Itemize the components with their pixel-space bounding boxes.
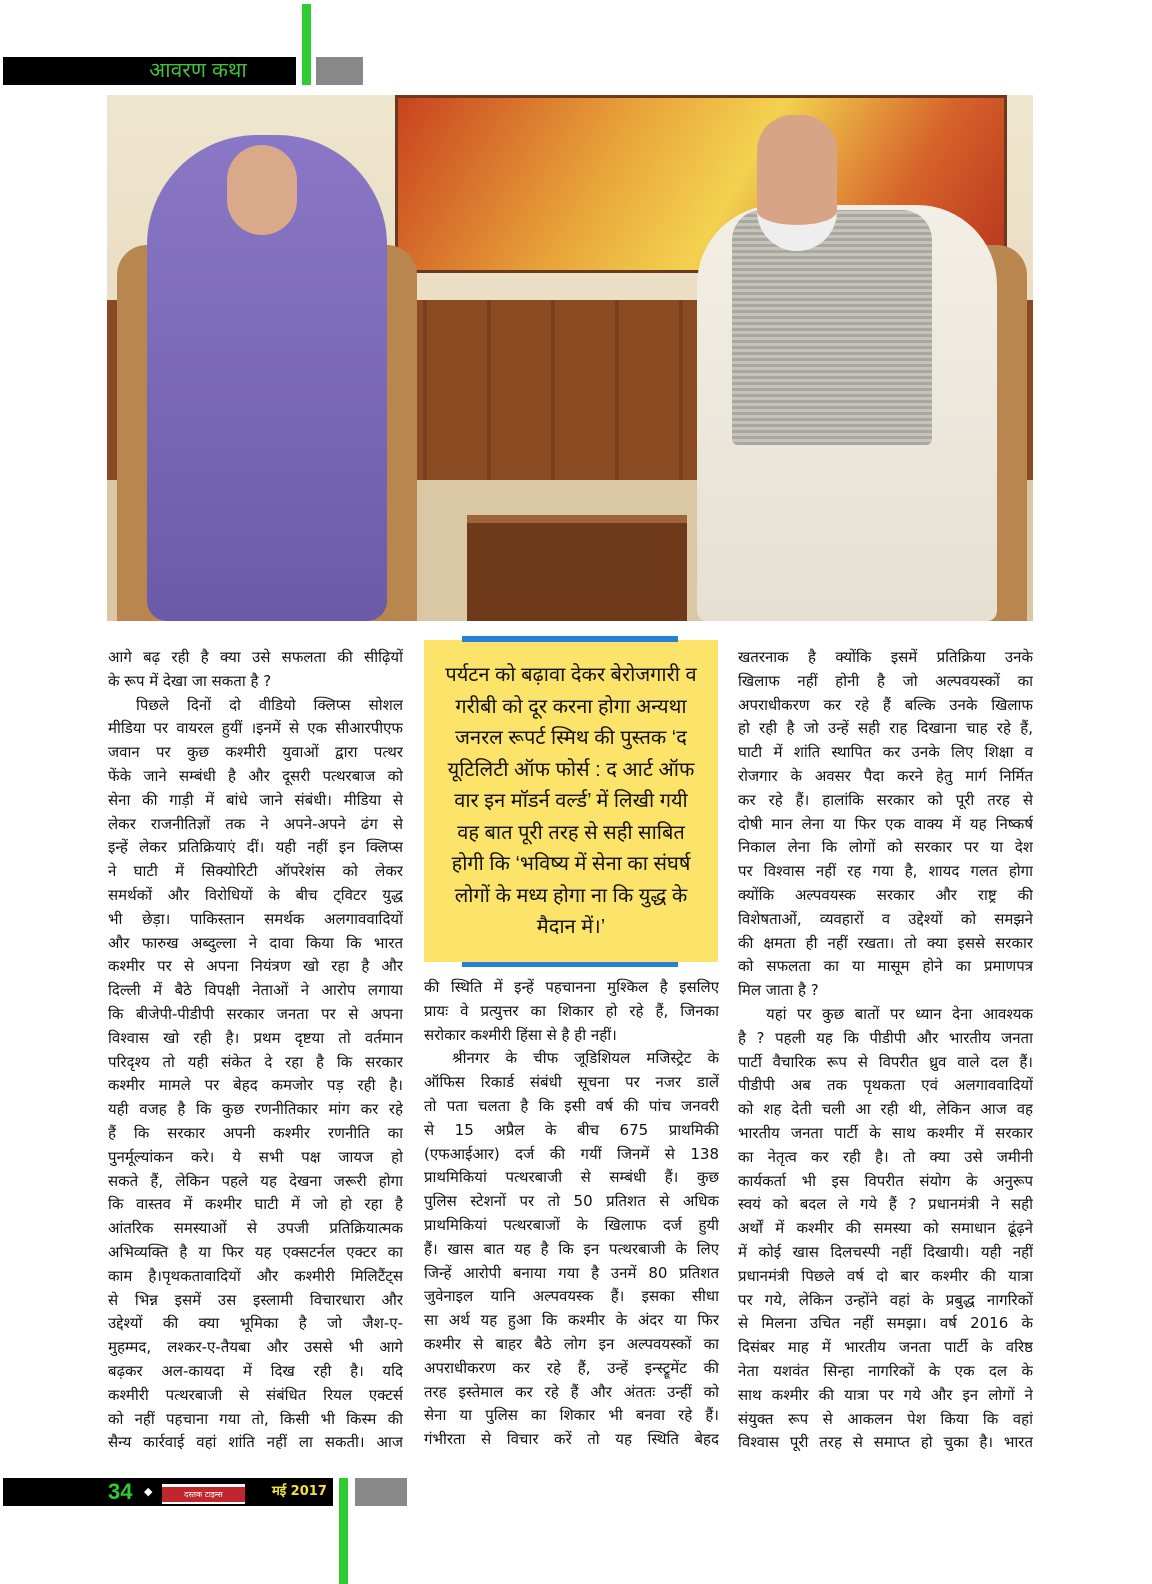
- article-column-2: [424, 976, 719, 1452]
- text-line: की क्षमता ही नहीं रखता। तो क्या इससे सरकार: [738, 933, 1033, 952]
- text-line: बढ़कर अल-कायदा में दिख रही है। यदि: [108, 1361, 403, 1380]
- text-line: दोषी मान लेना या फिर एक वाक्य में यह निष्कर्ष: [738, 814, 1033, 833]
- text-line: लेकर राजनीतिज्ञों तक ने अपने-अपने ढंग से: [108, 814, 403, 833]
- text-line: सकते हैं, लेकिन पहले यह देखना जरूरी होगा: [108, 1171, 403, 1190]
- pull-quote-line: वह बात पूरी तरह से सही साबित: [457, 821, 685, 844]
- text-line: यहां पर कुछ बातों पर ध्यान देना आवश्यक: [766, 1004, 1033, 1023]
- text-line: कार्यकर्ता भी इस विपरीत संयोग के अनुरूप: [738, 1171, 1033, 1190]
- left-person-face: [227, 145, 297, 235]
- text-line: की स्थिति में इन्हें पहचानना मुश्किल है इसलिए: [424, 978, 719, 996]
- text-line: आगे बढ़ रही है क्या उसे सफलता की सीढ़ियों: [108, 648, 403, 666]
- text-line: प्राथमिकियां पत्थरबाजी से सम्बंधी हैं। कुछ: [424, 1168, 719, 1187]
- pull-quote-top-rule: [462, 636, 678, 642]
- footer-gray-block: [355, 1478, 407, 1506]
- page-number: 34: [108, 1479, 133, 1504]
- text-line: खतरनाक है क्योंकि इसमें प्रतिक्रिया उनके: [738, 648, 1033, 666]
- text-line: को शह देती चली आ रही थी, लेकिन आज वह: [738, 1100, 1033, 1119]
- text-line: पुनर्मूल्यांकन करे। ये सभी पक्ष जायज हो: [108, 1147, 403, 1166]
- text-line: दिसंबर माह में भारतीय जनता पार्टी के वरिष्ठ: [738, 1338, 1033, 1357]
- pull-quote-line: गरीबी को दूर करना होगा अन्यथा: [455, 695, 687, 718]
- text-line: घाटी में शांति स्थापित कर उनके लिए शिक्षा व: [738, 743, 1033, 762]
- text-line: कश्मीरी पत्थरबाजी से संबंधित रियल एक्टर्स: [108, 1385, 403, 1404]
- text-line: क्योंकि अल्पवयस्क सरकार और राष्ट्र की: [738, 885, 1033, 904]
- text-line: काम है।पृथकतावादियों और कश्मीरी मिलिटैंट्स: [108, 1266, 403, 1285]
- text-line: प्राथमिकियां पत्थरबाजों के खिलाफ दर्ज हुयी: [424, 1215, 719, 1234]
- text-line: विश्वास खो रही है। प्रथम दृष्टया तो वर्तमान: [108, 1028, 403, 1047]
- text-line: नेता यशवंत सिन्हा नागरिकों के एक दल के: [738, 1361, 1033, 1380]
- text-line: दिल्ली में बैठे विपक्षी नेताओं ने आरोप लगाया: [108, 981, 403, 1000]
- text-line: सेना या पुलिस का शिकार भी बनवा रहे हैं।: [424, 1406, 719, 1425]
- pull-quote-text: [430, 660, 712, 944]
- issue-date: मई 2017: [272, 1484, 327, 1499]
- text-line: यही वजह है कि कुछ रणनीतिकार मांग कर रहे: [108, 1100, 403, 1119]
- right-person-vest: [732, 210, 932, 445]
- text-line: पार्टी वैचारिक रूप से विपरीत ध्रुव वाले दल हैं।: [738, 1052, 1033, 1071]
- text-line: स्वयं को बदल ले गये हैं ? प्रधानमंत्री ने सही: [738, 1195, 1033, 1214]
- article-photo: [107, 95, 1033, 621]
- text-line: प्रधानमंत्री पिछले वर्ष दो बार कश्मीर की यात्रा: [738, 1266, 1033, 1285]
- text-line: रोजगार के अवसर पैदा करने हेतु मार्ग निर्मित: [738, 766, 1033, 785]
- text-line: कश्मीर से बाहर बैठे लोग इन अल्पवयस्कों का: [424, 1334, 719, 1353]
- pull-quote-line: वार इन मॉडर्न वर्ल्ड’ में लिखी गयी: [454, 790, 688, 812]
- pull-quote-line: होगी कि ‘भविष्य में सेना का संघर्ष: [451, 853, 691, 875]
- article-column-1: [108, 646, 403, 1455]
- text-line: मीडिया पर वायरल हुयीं ।इनमें से एक सीआरपीएफ: [108, 719, 403, 738]
- text-line: विशेषताओं, व्यवहारों व उद्देश्यों को समझने: [738, 909, 1033, 928]
- text-line: पीडीपी अब तक पृथकता एवं अलगाववादियों: [738, 1076, 1033, 1095]
- text-line: सरोकार कश्मीरी हिंसा से है ही नहीं।: [424, 1025, 617, 1044]
- text-line: कि वास्तव में कश्मीर घाटी में जो हो रहा है: [108, 1195, 403, 1214]
- text-line: से भिन्न इसमें उस इस्लामी विचारधारा और: [108, 1290, 403, 1309]
- text-line: विश्वास पूरी तरह से समाप्त हो चुका है। भारत: [738, 1433, 1033, 1452]
- text-line: श्रीनगर के चीफ जूडिशियल मजिस्ट्रेट के: [452, 1049, 719, 1068]
- text-line: उद्देश्यों की क्या भूमिका है जो जैश-ए-: [108, 1314, 403, 1333]
- text-line: ने घाटी में सिक्योरिटी ऑपरेशंस को लेकर: [108, 862, 403, 881]
- text-line: इन्हें लेकर प्रतिक्रियाएं दीं। यही नहीं इन क्लिप्स: [108, 838, 403, 857]
- article-column-3: [738, 646, 1033, 1455]
- text-line: (एफआईआर) दर्ज की गयीं जिनमें से 138: [424, 1144, 719, 1163]
- text-line: अपराधीकरण कर रहे हैं बल्कि उनके खिलाफ: [738, 695, 1033, 714]
- text-line: पर गये, लेकिन उन्होंने वहां के प्रबुद्ध नागरिकों: [738, 1290, 1033, 1309]
- text-line: संयुक्त रूप से आकलन पेश किया कि वहां: [738, 1409, 1033, 1428]
- text-line: जुवेनाइल यानि अल्पवयस्क हैं। इसका सीधा: [424, 1287, 719, 1306]
- text-line: अर्थों में कश्मीर की समस्या को समाधान ढूंढ़ने: [738, 1219, 1033, 1238]
- text-line: को नहीं पहचाना गया तो, किसी भी किस्म की: [108, 1409, 403, 1428]
- text-line: गंभीरता से विचार करें तो यह स्थिति बेहद: [424, 1430, 719, 1449]
- text-line: समर्थकों और विरोधियों के बीच ट्विटर युद्ध: [108, 885, 403, 904]
- text-line: अभिव्यक्ति है या फिर यह एक्सटर्नल एक्टर का: [108, 1242, 403, 1261]
- pull-quote-line: जनरल रूपर्ट स्मिथ की पुस्तक ‘द: [455, 727, 687, 749]
- text-line: सैन्य कार्रवाई वहां शांति नहीं ला सकती। आज: [108, 1433, 403, 1452]
- text-line: है ? पहली यह कि पीडीपी और भारतीय जनता: [738, 1028, 1033, 1047]
- text-line: परिदृश्य तो यही संकेत दे रहा है कि सरकार: [108, 1052, 403, 1071]
- text-line: का नेतृत्व कर रही है। तो क्या उसे जमीनी: [738, 1147, 1033, 1166]
- text-line: जिन्हें आरोपी बनाया गया है उनमें 80 प्रतिशत: [424, 1263, 719, 1282]
- text-line: कर रहे हैं। हालांकि सरकार को पूरी तरह से: [738, 790, 1033, 809]
- text-line: कि बीजेपी-पीडीपी सरकार जनता पर से अपना: [108, 1004, 403, 1023]
- text-line: तरह इस्तेमाल कर रहे हैं और अंततः उन्हीं को: [424, 1382, 719, 1401]
- pull-quote-line: यूटिलिटी ऑफ फोर्स : द आर्ट ऑफ: [447, 758, 695, 781]
- pull-quote-line: पर्यटन को बढ़ावा देकर बेरोजगारी व: [445, 664, 697, 686]
- text-line: मुहम्मद, लश्कर-ए-तैयबा और उससे भी आगे: [108, 1338, 403, 1357]
- text-line: आंतरिक समस्याओं से उपजी प्रतिक्रियात्मक: [108, 1219, 403, 1238]
- header-accent-bar: [302, 4, 311, 85]
- text-line: सेना की गाड़ी में बांधे जाने संबंधी। मीडिया से: [108, 790, 403, 809]
- text-line: से मिलना उचित नहीं समझा। वर्ष 2016 के: [738, 1314, 1033, 1333]
- text-line: हैं। खास बात यह है कि इन पत्थरबाजी के लिए: [424, 1239, 719, 1258]
- text-line: निकाल लेना कि लोगों को सरकार पर या देश: [738, 838, 1033, 857]
- text-line: में कोई खास दिलचस्पी नहीं दिखायी। यही नहीं: [738, 1242, 1033, 1261]
- text-line: कश्मीर मामले पर बेहद कमजोर पड़ रही है।: [108, 1076, 403, 1095]
- text-line: अपराधीकरण कर रहे हैं, उन्हें इन्स्ट्रूमेंट की: [424, 1358, 719, 1377]
- text-line: तो पता चलता है कि इसी वर्ष की पांच जनवरी: [424, 1096, 719, 1115]
- text-line: साथ कश्मीर की यात्रा पर गये और इन लोगों ने: [738, 1385, 1033, 1404]
- right-person-face: [757, 115, 837, 251]
- text-line: भारतीय जनता पार्टी के साथ कश्मीर में सरकार: [738, 1123, 1033, 1142]
- magazine-logo: दस्तक टाइम्स: [162, 1484, 245, 1504]
- footer-accent-bar: [339, 1478, 348, 1584]
- text-line: पुलिस स्टेशनों पर तो 50 प्रतिशत से अधिक: [424, 1192, 719, 1211]
- text-line: सा अर्थ यह हुआ कि कश्मीर के अंदर या फिर: [424, 1311, 719, 1330]
- pull-quote-bottom-rule: [462, 962, 678, 967]
- text-line: खिलाफ नहीं होनी है जो अल्पवयस्कों का: [738, 671, 1033, 690]
- pull-quote-line: मैदान में।’: [536, 916, 606, 938]
- text-line: प्रायः वे प्रत्युत्तर का शिकार हो रहे हैं, जिनका: [424, 1001, 719, 1020]
- text-line: से 15 अप्रैल के बीच 675 प्राथमिकी: [424, 1120, 719, 1139]
- text-line: पर विश्वास नहीं रह गया है, शायद गलत होगा: [738, 862, 1033, 881]
- text-line: हैं कि सरकार अपनी कश्मीर रणनीति का: [108, 1123, 403, 1142]
- text-line: कश्मीर पर से अपना नियंत्रण खो रहा है और: [108, 957, 403, 976]
- text-line: पिछले दिनों दो वीडियो क्लिप्स सोशल: [136, 695, 403, 714]
- section-title: आवरण कथा: [149, 59, 247, 82]
- text-line: हो रही है जो उन्हें सही राह दिखाना चाह रहे हैं,: [738, 719, 1033, 738]
- pull-quote-line: लोगों के मध्य होगा ना कि युद्ध के: [454, 884, 688, 907]
- text-line: और फारुख अब्दुल्ला ने दावा किया कि भारत: [108, 933, 403, 952]
- text-line: ऑफिस रिकार्ड संबंधी सूचना पर नजर डालें: [424, 1073, 719, 1092]
- text-line: मिल जाता है ?: [738, 981, 819, 1000]
- text-line: जवान पर कुछ कश्मीरी युवाओं द्वारा पत्थर: [108, 743, 403, 762]
- footer-separator: ◆: [144, 1485, 153, 1498]
- header-gray-block: [316, 57, 363, 85]
- text-line: के रूप में देखा जा सकता है ?: [108, 671, 272, 690]
- text-line: फेंके जाने सम्बंधी है और दूसरी पत्थरबाज को: [108, 766, 403, 785]
- side-table: [467, 515, 687, 621]
- text-line: भी छेड़ा। पाकिस्तान समर्थक अलगाववादियों: [108, 909, 403, 928]
- text-line: को सफलता का या मासूम होने का प्रमाणपत्र: [738, 957, 1033, 976]
